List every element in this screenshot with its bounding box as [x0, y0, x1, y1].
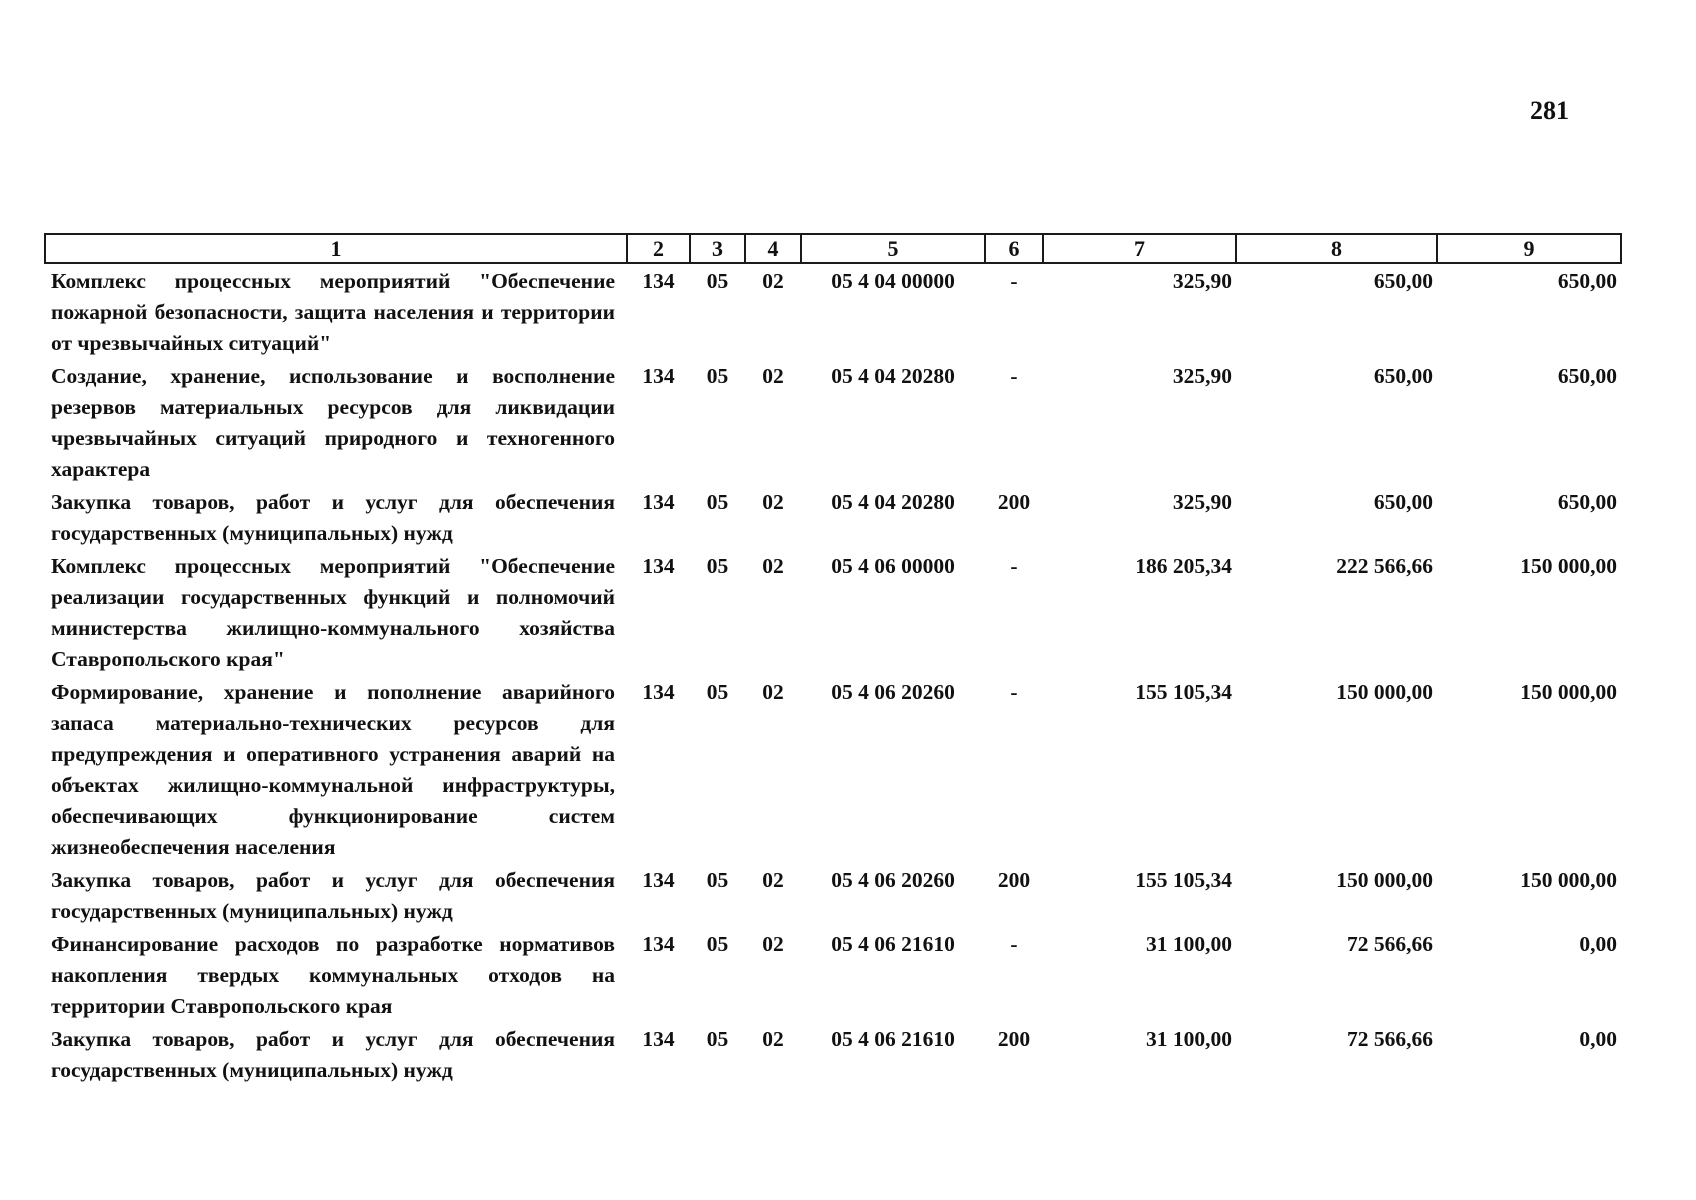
- row-expense-type: -: [1010, 269, 1018, 293]
- row-amount-col9: 150 000,00: [1520, 868, 1617, 892]
- row-target-article: 05 4 04 00000: [831, 269, 955, 293]
- row-subsection-code: 02: [762, 932, 784, 956]
- row-amount-col7: 31 100,00: [1146, 1027, 1232, 1051]
- row-section-code: 05: [706, 554, 729, 578]
- row-expense-type: -: [1010, 554, 1018, 578]
- row-amount-col9: 150 000,00: [1520, 680, 1617, 704]
- row-ministry-code: 134: [642, 269, 675, 293]
- row-amount-col9: 0,00: [1579, 932, 1617, 956]
- row-subsection-code: 02: [762, 364, 784, 388]
- row-target-article: 05 4 06 20260: [831, 680, 955, 704]
- row-target-article: 05 4 04 20280: [831, 364, 955, 388]
- row-amount-col7: 325,90: [1172, 364, 1232, 388]
- table-header-row: [45, 234, 1621, 263]
- row-expense-type: 200: [997, 868, 1031, 892]
- row-amount-col7: 31 100,00: [1146, 932, 1232, 956]
- row-target-article: 05 4 06 20260: [831, 868, 955, 892]
- table-row: [45, 485, 1621, 549]
- row-section-code: 05: [706, 490, 729, 514]
- row-target-article: 05 4 06 00000: [831, 554, 955, 578]
- row-name: Создание, хранение, использование и восполнение резервов материальных ресурсов для ликвидации чрезвычайных ситуаций природного и техногенного характера: [51, 364, 615, 481]
- row-amount-col9: 150 000,00: [1520, 554, 1617, 578]
- table-row: [45, 263, 1621, 359]
- row-expense-type: -: [1010, 932, 1018, 956]
- row-name: Финансирование расходов по разработке нормативов накопления твердых коммунальных отходов на территории Ставропольского края: [51, 932, 615, 1018]
- row-amount-col9: 650,00: [1557, 269, 1617, 293]
- row-amount-col9: 650,00: [1557, 490, 1617, 514]
- budget-table: [44, 233, 1622, 1086]
- row-name: Закупка товаров, работ и услуг для обеспечения государственных (муниципальных) нужд: [51, 490, 615, 545]
- row-amount-col8: 650,00: [1373, 364, 1433, 388]
- row-amount-col8: 72 566,66: [1347, 932, 1433, 956]
- row-amount-col8: 222 566,66: [1336, 554, 1433, 578]
- row-section-code: 05: [706, 1027, 729, 1051]
- row-amount-col8: 72 566,66: [1347, 1027, 1433, 1051]
- row-amount-col7: 325,90: [1172, 269, 1232, 293]
- row-name: Закупка товаров, работ и услуг для обеспечения государственных (муниципальных) нужд: [51, 868, 615, 923]
- table-row: [45, 359, 1621, 485]
- row-subsection-code: 02: [762, 490, 784, 514]
- table-row: [45, 927, 1621, 1022]
- table-row: [45, 549, 1621, 675]
- row-section-code: 05: [706, 932, 729, 956]
- row-amount-col9: 650,00: [1557, 364, 1617, 388]
- row-subsection-code: 02: [762, 868, 784, 892]
- row-amount-col7: 186 205,34: [1135, 554, 1232, 578]
- row-ministry-code: 134: [642, 554, 675, 578]
- row-amount-col8: 650,00: [1373, 490, 1433, 514]
- row-name: Закупка товаров, работ и услуг для обеспечения государственных (муниципальных) нужд: [51, 1027, 615, 1082]
- row-ministry-code: 134: [642, 868, 675, 892]
- row-target-article: 05 4 06 21610: [831, 932, 955, 956]
- row-amount-col8: 150 000,00: [1336, 868, 1433, 892]
- table-row: [45, 863, 1621, 927]
- column-header-8: 8: [1236, 234, 1437, 263]
- column-header-1: 1: [45, 234, 627, 263]
- budget-table-container: [44, 233, 1620, 1086]
- row-subsection-code: 02: [762, 680, 784, 704]
- row-subsection-code: 02: [762, 1027, 784, 1051]
- table-row: [45, 675, 1621, 863]
- row-section-code: 05: [706, 364, 729, 388]
- row-expense-type: 200: [997, 490, 1031, 514]
- row-ministry-code: 134: [642, 364, 675, 388]
- row-amount-col8: 150 000,00: [1336, 680, 1433, 704]
- row-ministry-code: 134: [642, 680, 675, 704]
- row-amount-col7: 155 105,34: [1135, 868, 1232, 892]
- row-subsection-code: 02: [762, 554, 784, 578]
- row-expense-type: -: [1010, 364, 1018, 388]
- column-header-4: 4: [745, 234, 801, 263]
- row-target-article: 05 4 04 20280: [831, 490, 955, 514]
- row-ministry-code: 134: [642, 932, 675, 956]
- row-amount-col7: 155 105,34: [1135, 680, 1232, 704]
- row-expense-type: -: [1010, 680, 1018, 704]
- row-subsection-code: 02: [762, 269, 784, 293]
- row-name: Комплекс процессных мероприятий "Обеспечение пожарной безопасности, защита населения и территории от чрезвычайных ситуаций": [51, 269, 615, 355]
- row-section-code: 05: [706, 269, 729, 293]
- row-section-code: 05: [706, 680, 729, 704]
- row-amount-col9: 0,00: [1579, 1027, 1617, 1051]
- column-header-6: 6: [985, 234, 1043, 263]
- table-row: [45, 1022, 1621, 1086]
- column-header-5: 5: [801, 234, 985, 263]
- row-amount-col8: 650,00: [1373, 269, 1433, 293]
- row-name: Формирование, хранение и пополнение аварийного запаса материально-технических ресурсов для предупреждения и оперативного устранения аварий на объектах жилищно-коммунальной инфраструктуры, обеспечивающих функционирование систем жизнеобеспечения населения: [51, 680, 615, 859]
- row-target-article: 05 4 06 21610: [831, 1027, 955, 1051]
- row-ministry-code: 134: [642, 490, 675, 514]
- row-name: Комплекс процессных мероприятий "Обеспечение реализации государственных функций и полномочий министерства жилищно-коммунального хозяйства Ставропольского края": [51, 554, 615, 671]
- column-header-9: 9: [1437, 234, 1621, 263]
- page-number: 281: [1530, 96, 1569, 125]
- column-header-3: 3: [690, 234, 745, 263]
- row-section-code: 05: [706, 868, 729, 892]
- row-amount-col7: 325,90: [1172, 490, 1232, 514]
- column-header-2: 2: [627, 234, 690, 263]
- row-ministry-code: 134: [642, 1027, 675, 1051]
- column-header-7: 7: [1043, 234, 1236, 263]
- row-expense-type: 200: [997, 1027, 1031, 1051]
